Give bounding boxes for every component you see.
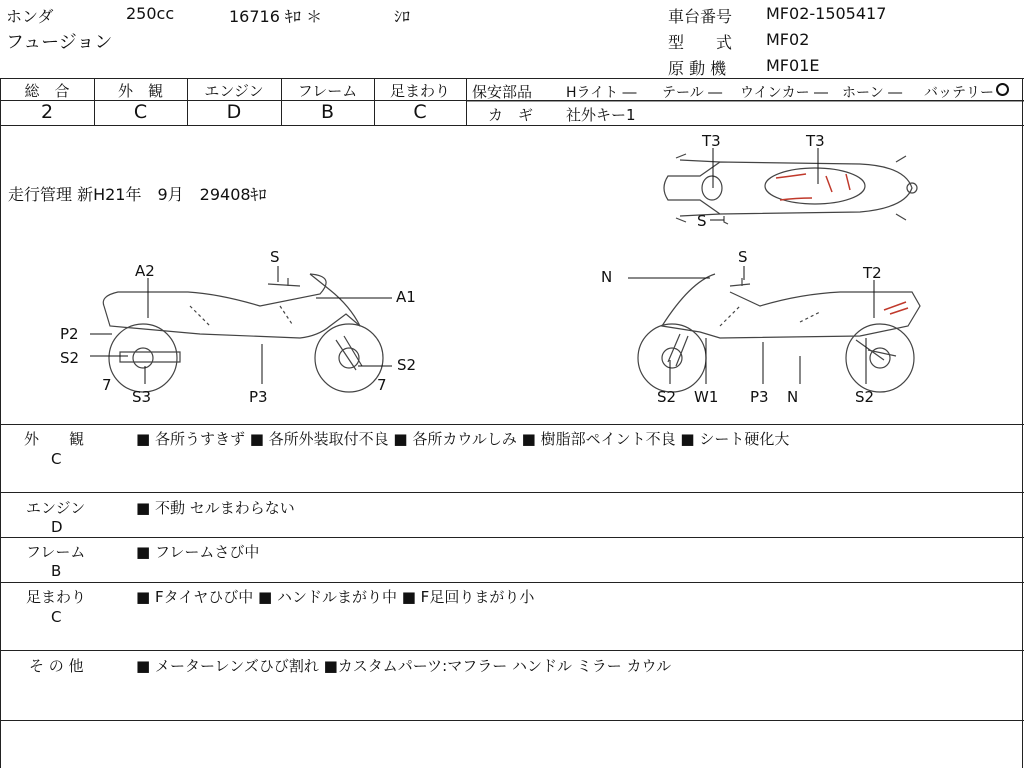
exterior-grade: C xyxy=(133,101,148,123)
color: ｼﾛ xyxy=(394,7,411,26)
diagram-label: S xyxy=(697,212,707,230)
diagram-label: P3 xyxy=(249,388,268,406)
frame-grade-label: フレーム xyxy=(297,82,358,100)
diagram-label: P2 xyxy=(60,325,79,343)
diagram-label: S2 xyxy=(855,388,875,406)
model-name: フュージョン xyxy=(6,32,113,53)
notes-grade: C xyxy=(51,450,62,468)
engine-value: MF01E xyxy=(766,56,820,75)
key-value: 社外キー1 xyxy=(566,106,636,124)
diagram-label: P3 xyxy=(750,388,769,406)
divider xyxy=(0,582,1024,583)
diagram-label: S2 xyxy=(657,388,677,406)
maker: ホンダ xyxy=(6,7,54,26)
type-value: MF02 xyxy=(766,30,810,49)
diagram-label: S xyxy=(270,248,280,266)
scooter-right-view xyxy=(638,274,920,392)
diagram-label: W1 xyxy=(694,388,719,406)
notes-label: 外 観 xyxy=(24,430,85,448)
mileage-history: 走行管理 新H21年 9月 29408ｷﾛ xyxy=(8,185,267,204)
diagram-label: S xyxy=(738,248,748,266)
divider xyxy=(0,537,1024,538)
diagram-label: T3 xyxy=(806,132,825,150)
key-label: カ ギ xyxy=(488,106,534,124)
engine-grade: D xyxy=(226,101,242,123)
notes-grade: D xyxy=(51,518,63,536)
notes-label: 足まわり xyxy=(26,588,87,606)
diagram-label: N xyxy=(601,268,613,286)
safety-headlight: Hライト ― xyxy=(566,85,637,101)
frame-grade: B xyxy=(320,101,335,123)
engine-grade-label: エンジン xyxy=(204,82,264,100)
notes-text: ■ 不動 セルまわらない xyxy=(136,499,295,517)
suspension-grade-label: 足まわり xyxy=(389,82,450,100)
battery-ok-icon xyxy=(996,83,1009,96)
diagram-label: 7 xyxy=(377,376,387,394)
notes-label: フレーム xyxy=(26,543,86,561)
notes-grade: C xyxy=(51,608,62,626)
overall-grade: 2 xyxy=(40,101,54,123)
right-view-damage-marks xyxy=(884,302,908,314)
notes-text: ■ メーターレンズひび割れ ■カスタムパーツ:マフラー ハンドル ミラー カウル xyxy=(136,657,672,675)
divider xyxy=(0,78,1024,79)
diagram-label: T2 xyxy=(863,264,882,282)
safety-battery: バッテリー xyxy=(924,85,994,101)
notes-label: エンジン xyxy=(26,499,86,517)
top-view-damage-marks xyxy=(776,174,850,200)
displacement: 250cc xyxy=(126,4,175,23)
engine-label: 原 動 機 xyxy=(668,59,727,78)
notes-label: そ の 他 xyxy=(29,657,84,675)
diagram-label: A1 xyxy=(396,288,416,306)
safety-label: 保安部品 xyxy=(472,83,533,101)
frame-no-label: 車台番号 xyxy=(668,7,733,26)
diagram-label: N xyxy=(787,388,799,406)
divider xyxy=(0,424,1024,425)
overall-label: 総 合 xyxy=(24,82,70,100)
divider xyxy=(0,720,1024,721)
diagram-label: S2 xyxy=(60,349,80,367)
exterior-label: 外 観 xyxy=(117,82,163,100)
notes-text: ■ フレームさび中 xyxy=(136,543,260,561)
divider xyxy=(0,650,1024,651)
notes-text: ■ 各所うすきず ■ 各所外装取付不良 ■ 各所カウルしみ ■ 樹脂部ペイント不良 ■ シート硬化大 xyxy=(136,430,790,448)
notes-grade: B xyxy=(51,562,62,580)
suspension-grade: C xyxy=(413,101,427,123)
frame-no: MF02-1505417 xyxy=(766,4,887,23)
diagram-label: T3 xyxy=(702,132,721,150)
safety-taillight: テール ― xyxy=(662,85,723,101)
divider xyxy=(0,492,1024,493)
diagram-label: 7 xyxy=(102,376,112,394)
divider xyxy=(1022,78,1023,768)
diagram-label: A2 xyxy=(135,262,155,280)
type-label: 型 式 xyxy=(668,33,733,52)
notes-text: ■ Fタイヤひび中 ■ ハンドルまがり中 ■ F足回りまがり小 xyxy=(136,588,535,606)
safety-winker: ウインカー ― xyxy=(740,85,829,101)
odometer: 16716 ｷﾛ ＊ xyxy=(229,7,323,26)
safety-horn: ホーン ― xyxy=(842,85,903,101)
diagram-label: S2 xyxy=(397,356,417,374)
diagram-label: S3 xyxy=(132,388,152,406)
divider xyxy=(466,78,467,125)
scooter-damage-diagram xyxy=(0,126,1022,424)
